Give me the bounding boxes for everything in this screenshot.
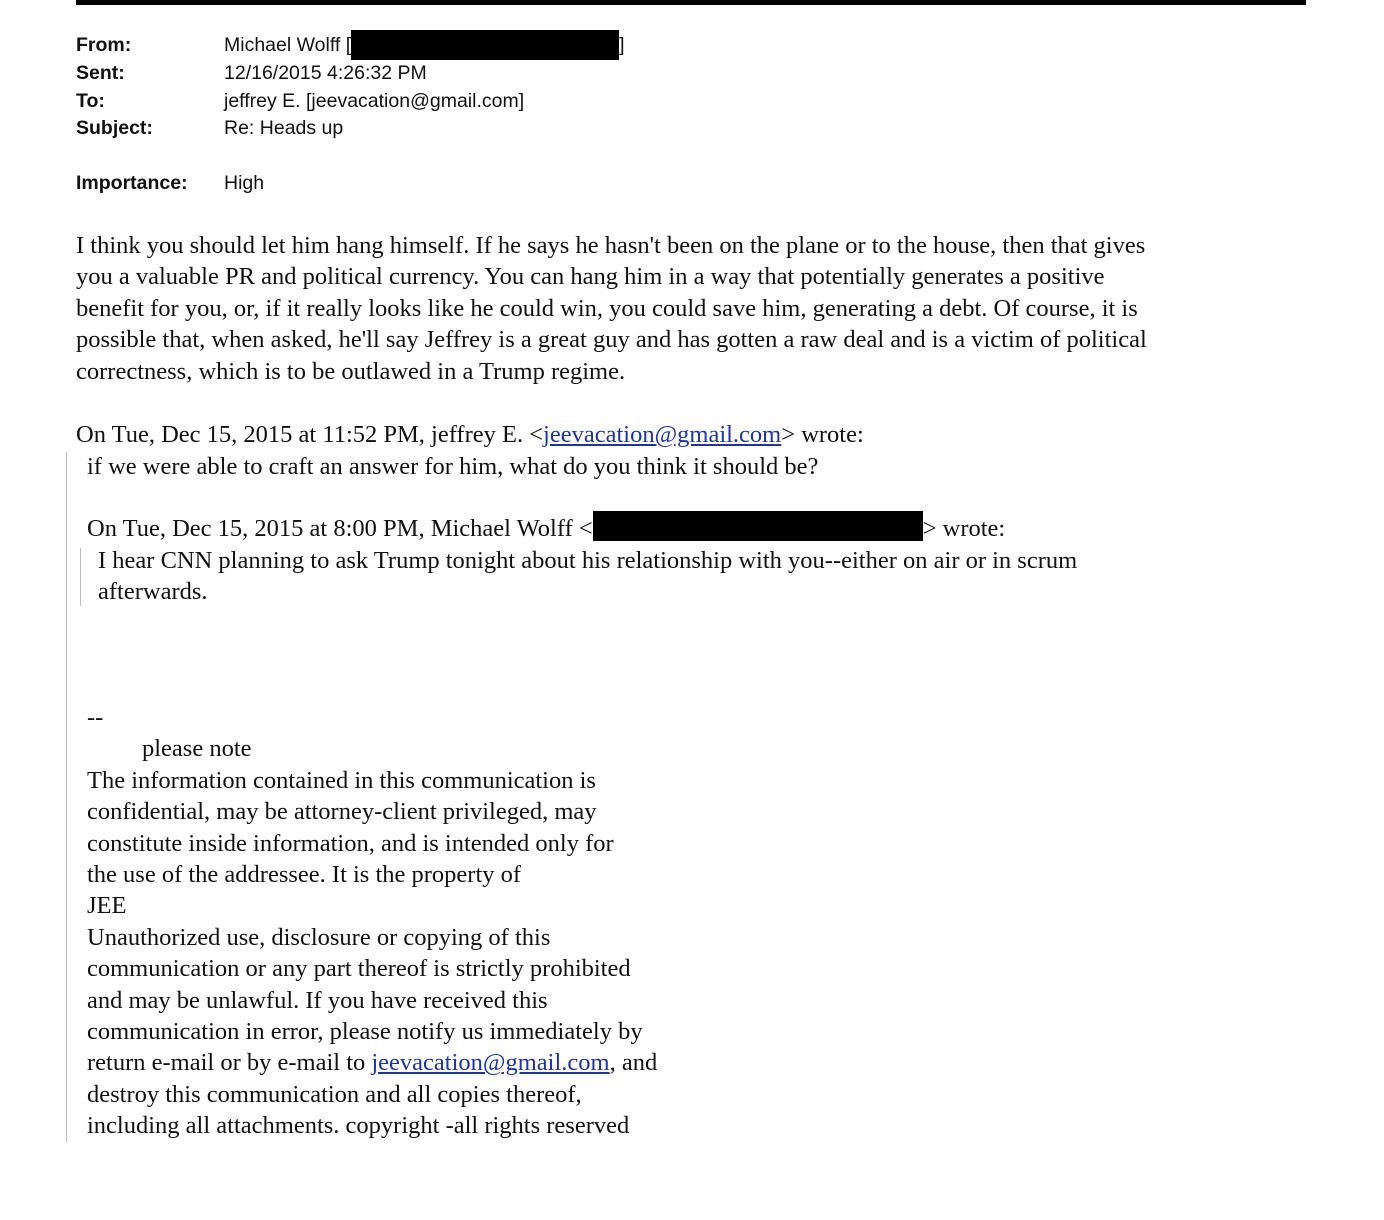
subject-value: Re: Heads up [224,117,344,140]
importance-row [76,170,625,198]
sent-row [76,60,625,88]
signature-line: communication or any part thereof is strictly prohibited [87,955,631,983]
subject-label: Subject: [76,117,153,140]
top-rule [76,0,1306,5]
redaction-box [593,511,923,541]
quote1-bar [66,452,67,1142]
body-line: correctness, which is to be outlawed in a Trump regime. [76,357,626,385]
body-line: possible that, when asked, he'll say Jeffrey is a great guy and has gotten a raw deal and is a victim of political [76,326,1147,354]
sent-label: Sent: [76,62,125,84]
quote2-line: I hear CNN planning to ask Trump tonight about his relationship with you--either on air or in scrum [98,547,1078,574]
quote2-text [98,545,1077,608]
body-line: benefit for you, or, if it really looks like he could win, you could save him, generating a debt. Of course, it is [76,294,1138,322]
from-value [224,32,625,60]
quote1-email-link[interactable]: jeevacation@gmail.com [543,421,782,448]
signature-line: the use of the addressee. It is the property of [87,861,522,889]
signature-block [87,702,657,1142]
to-value: jeffrey E. [jeevacation@gmail.com] [224,89,525,112]
email-headers [76,32,625,198]
redaction-box [351,30,619,60]
importance-value: High [224,172,265,195]
signature-line: destroy this communication and all copies thereof, [87,1080,582,1108]
from-name: Michael Wolff [ [224,34,352,56]
signature-line: communication in error, please notify us immediately by [87,1018,643,1046]
signature-dashes: -- [87,704,104,731]
to-row [76,88,625,116]
to-label: To: [76,89,105,112]
signature-return-line [87,1047,657,1078]
quote1-header [76,419,864,450]
quote2-header-prefix: On Tue, Dec 15, 2015 at 8:00 PM, Michael Wolff < [87,515,593,542]
signature-line: and may be unlawful. If you have received this [87,986,548,1014]
message-body [76,230,1306,387]
body-line: you a valuable PR and political currency. You can hang him in a way that potentially generates a positive [76,263,1105,291]
from-close: ] [619,34,625,56]
return-suffix: , and [609,1049,658,1077]
return-prefix: return e-mail or by e-mail to [87,1049,372,1077]
signature-email-link[interactable]: jeevacation@gmail.com [371,1049,610,1077]
from-row [76,32,625,60]
subject-row [76,115,625,143]
signature-line: The information contained in this communication is [87,766,596,794]
quote2-header [87,513,1005,544]
quote1-header-suffix: > wrote: [781,421,864,448]
signature-line: including all attachments. copyright -all rights reserved [87,1112,630,1140]
signature-line: confidential, may be attorney-client privileged, may [87,798,597,826]
signature-line: constitute inside information, and is intended only for [87,829,614,857]
quote2-line: afterwards. [98,578,208,606]
signature-line: Unauthorized use, disclosure or copying of this [87,923,551,951]
signature-line: JEE [87,892,127,920]
sent-value: 12/16/2015 4:26:32 PM [224,62,427,84]
from-label: From: [76,34,132,56]
quote1-header-prefix: On Tue, Dec 15, 2015 at 11:52 PM, jeffrey E. < [76,421,544,448]
importance-label: Importance: [76,172,188,195]
quote1-text: if we were able to craft an answer for him, what do you think it should be? [87,453,819,480]
body-line: I think you should let him hang himself. If he says he hasn't been on the plane or to the house, then that gives [76,232,1146,259]
quote2-header-suffix: > wrote: [922,515,1006,542]
quote2-bar [80,548,81,606]
signature-note: please note [142,735,252,763]
